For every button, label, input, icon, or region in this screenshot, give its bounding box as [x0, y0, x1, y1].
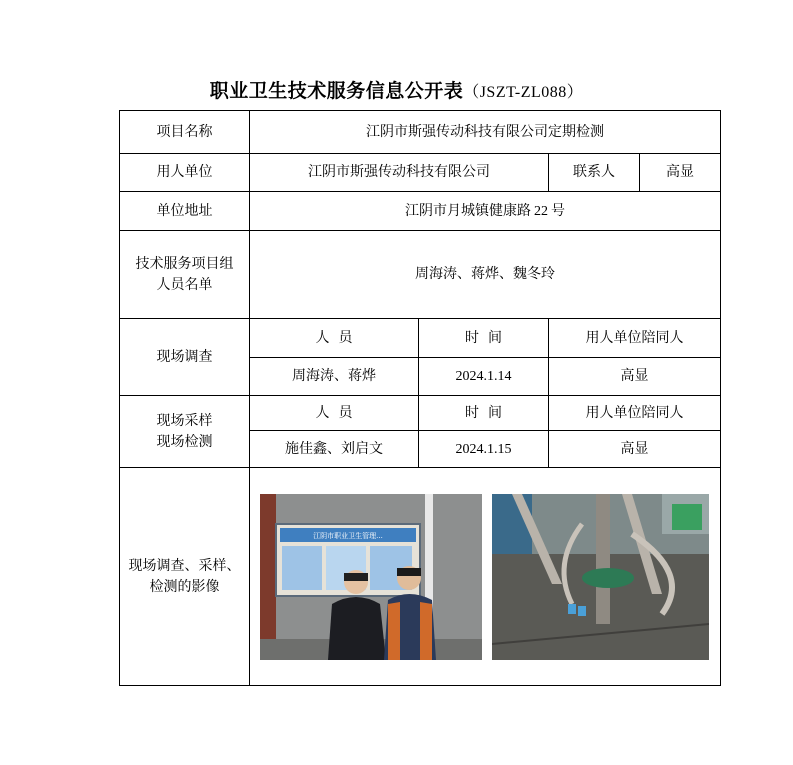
survey-companion: 高显	[549, 358, 721, 396]
row-employer	[120, 154, 721, 192]
row-sampling-header	[120, 396, 721, 431]
team-label-line1: 技术服务项目组	[135, 255, 234, 272]
row-survey-header	[120, 319, 721, 358]
images-label-line1: 现场调查、采样、	[128, 557, 241, 574]
site-photo-equipment	[489, 494, 711, 660]
row-images	[120, 468, 721, 686]
team-label	[120, 231, 250, 319]
contact-value: 高显	[640, 154, 721, 192]
sampling-label-line1: 现场采样	[156, 412, 213, 429]
info-table	[119, 110, 721, 686]
title-main: 职业卫生技术服务信息公开表	[209, 80, 464, 102]
site-photo-staff	[260, 494, 482, 660]
project-name-label: 项目名称	[120, 111, 250, 154]
row-project-name	[120, 111, 721, 154]
sampling-time: 2024.1.15	[419, 431, 549, 468]
sampling-header-companion: 用人单位陪同人	[549, 396, 721, 431]
survey-time: 2024.1.14	[419, 358, 549, 396]
team-label-line2: 人员名单	[156, 276, 213, 293]
sampling-header-people: 人 员	[250, 396, 419, 431]
sampling-label-line2: 现场检测	[156, 433, 213, 450]
project-name-value: 江阴市斯强传动科技有限公司定期检测	[250, 111, 721, 154]
sampling-header-time: 时 间	[419, 396, 549, 431]
row-address	[120, 192, 721, 231]
address-number: 22	[534, 203, 548, 219]
employer-value: 江阴市斯强传动科技有限公司	[250, 154, 549, 192]
images-label-line2: 检测的影像	[149, 578, 220, 595]
address-prefix: 江阴市月城镇健康路	[405, 202, 531, 219]
images-cell	[250, 468, 721, 686]
page-title	[0, 76, 793, 103]
address-suffix: 号	[551, 202, 565, 219]
survey-header-people: 人 员	[250, 319, 419, 358]
address-label: 单位地址	[120, 192, 250, 231]
sampling-label	[120, 396, 250, 468]
photo-board-header: 江阴市职业卫生管理...	[313, 531, 383, 540]
employer-label: 用人单位	[120, 154, 250, 192]
sampling-people: 施佳鑫、刘启文	[250, 431, 419, 468]
survey-people: 周海涛、蒋烨	[250, 358, 419, 396]
photo-staff-svg	[260, 494, 482, 660]
contact-label: 联系人	[549, 154, 640, 192]
address-value	[250, 192, 721, 231]
survey-header-time: 时 间	[419, 319, 549, 358]
survey-label: 现场调查	[120, 319, 250, 396]
row-team	[120, 231, 721, 319]
title-code: （JSZT-ZL088）	[463, 84, 584, 101]
team-value: 周海涛、蒋烨、魏冬玲	[250, 231, 721, 319]
survey-header-companion: 用人单位陪同人	[549, 319, 721, 358]
photo-strip	[250, 494, 720, 660]
images-label	[120, 468, 250, 686]
photo-equipment-svg	[492, 494, 709, 660]
sampling-companion: 高显	[549, 431, 721, 468]
